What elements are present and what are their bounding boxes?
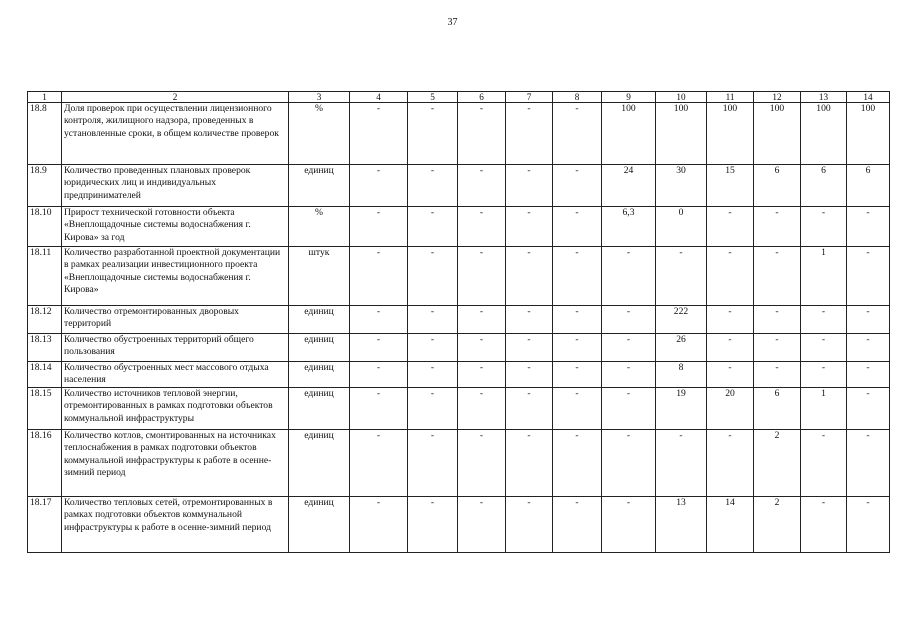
value-cell: - bbox=[408, 388, 458, 430]
value-cell: - bbox=[754, 334, 801, 362]
row-number: 18.10 bbox=[28, 207, 62, 247]
indicator-name: Количество разработанной проектной документации в рамках реализации инвестиционного проекта «Внеплощадочные системы водоснабжения г. Кирова» bbox=[62, 247, 289, 306]
value-cell: - bbox=[602, 334, 656, 362]
unit-cell: единиц bbox=[289, 388, 350, 430]
indicator-name: Количество котлов, смонтированных на источниках теплоснабжения в рамках подготовки объектов коммунальной инфраструктуры к работе в осенне-зимний период bbox=[62, 430, 289, 497]
row-number: 18.9 bbox=[28, 165, 62, 207]
value-cell: - bbox=[350, 207, 408, 247]
value-cell: - bbox=[408, 306, 458, 334]
value-cell: - bbox=[801, 362, 847, 388]
table-row bbox=[28, 207, 890, 247]
value-cell: - bbox=[408, 247, 458, 306]
value-cell: 100 bbox=[656, 103, 707, 165]
value-cell: - bbox=[408, 497, 458, 553]
table-row bbox=[28, 334, 890, 362]
unit-cell: единиц bbox=[289, 430, 350, 497]
value-cell: - bbox=[458, 362, 506, 388]
value-cell: - bbox=[553, 334, 602, 362]
value-cell: - bbox=[408, 207, 458, 247]
value-cell: 6,3 bbox=[602, 207, 656, 247]
value-cell: - bbox=[350, 165, 408, 207]
value-cell: - bbox=[847, 430, 890, 497]
table-row bbox=[28, 362, 890, 388]
value-cell: - bbox=[656, 247, 707, 306]
value-cell: - bbox=[458, 306, 506, 334]
value-cell: - bbox=[847, 306, 890, 334]
value-cell: - bbox=[847, 362, 890, 388]
value-cell: - bbox=[506, 306, 553, 334]
value-cell: - bbox=[707, 362, 754, 388]
indicator-name: Доля проверок при осуществлении лицензионного контроля, жилищного надзора, проведенных в установленные сроки, в общем количестве проверок bbox=[62, 103, 289, 165]
value-cell: - bbox=[553, 306, 602, 334]
value-cell: - bbox=[506, 247, 553, 306]
value-cell: - bbox=[553, 430, 602, 497]
value-cell: - bbox=[801, 207, 847, 247]
value-cell: - bbox=[350, 362, 408, 388]
unit-cell: единиц bbox=[289, 306, 350, 334]
value-cell: 6 bbox=[754, 165, 801, 207]
row-number: 18.13 bbox=[28, 334, 62, 362]
value-cell: - bbox=[801, 334, 847, 362]
table-row bbox=[28, 430, 890, 497]
value-cell: - bbox=[408, 362, 458, 388]
value-cell: - bbox=[408, 103, 458, 165]
value-cell: 0 bbox=[656, 207, 707, 247]
value-cell: - bbox=[506, 165, 553, 207]
value-cell: - bbox=[801, 306, 847, 334]
value-cell: - bbox=[506, 430, 553, 497]
page-number: 37 bbox=[447, 17, 458, 28]
unit-cell: % bbox=[289, 103, 350, 165]
value-cell: - bbox=[506, 362, 553, 388]
value-cell: - bbox=[707, 247, 754, 306]
value-cell: 222 bbox=[656, 306, 707, 334]
value-cell: - bbox=[408, 430, 458, 497]
value-cell: - bbox=[602, 430, 656, 497]
row-number: 18.16 bbox=[28, 430, 62, 497]
unit-cell: единиц bbox=[289, 334, 350, 362]
column-header: 5 bbox=[408, 92, 458, 103]
value-cell: 24 bbox=[602, 165, 656, 207]
value-cell: - bbox=[707, 207, 754, 247]
column-header: 7 bbox=[506, 92, 553, 103]
value-cell: - bbox=[847, 334, 890, 362]
column-header: 4 bbox=[350, 92, 408, 103]
table-row bbox=[28, 247, 890, 306]
value-cell: - bbox=[350, 306, 408, 334]
value-cell: 1 bbox=[801, 388, 847, 430]
unit-cell: штук bbox=[289, 247, 350, 306]
table-row bbox=[28, 388, 890, 430]
table-row bbox=[28, 165, 890, 207]
value-cell: 6 bbox=[801, 165, 847, 207]
row-number: 18.11 bbox=[28, 247, 62, 306]
indicator-name: Количество источников тепловой энергии, отремонтированных в рамках подготовки объектов коммунальной инфраструктуры bbox=[62, 388, 289, 430]
indicator-name: Количество отремонтированных дворовых территорий bbox=[62, 306, 289, 334]
value-cell: - bbox=[506, 497, 553, 553]
indicator-name: Количество проведенных плановых проверок юридических лиц и индивидуальных предпринимателей bbox=[62, 165, 289, 207]
column-header: 11 bbox=[707, 92, 754, 103]
value-cell: - bbox=[801, 430, 847, 497]
value-cell: - bbox=[847, 388, 890, 430]
value-cell: - bbox=[506, 334, 553, 362]
value-cell: 2 bbox=[754, 430, 801, 497]
value-cell: - bbox=[506, 103, 553, 165]
indicator-name: Количество тепловых сетей, отремонтированных в рамках подготовки объектов коммунальной инфраструктуры к работе в осенне-зимний период bbox=[62, 497, 289, 553]
value-cell: - bbox=[707, 334, 754, 362]
column-header: 12 bbox=[754, 92, 801, 103]
value-cell: 26 bbox=[656, 334, 707, 362]
value-cell: 13 bbox=[656, 497, 707, 553]
value-cell: - bbox=[350, 430, 408, 497]
value-cell: 100 bbox=[847, 103, 890, 165]
value-cell: - bbox=[754, 247, 801, 306]
unit-cell: % bbox=[289, 207, 350, 247]
value-cell: - bbox=[707, 306, 754, 334]
value-cell: 15 bbox=[707, 165, 754, 207]
value-cell: - bbox=[707, 430, 754, 497]
value-cell: - bbox=[754, 362, 801, 388]
column-header: 8 bbox=[553, 92, 602, 103]
column-header: 14 bbox=[847, 92, 890, 103]
value-cell: - bbox=[553, 388, 602, 430]
value-cell: - bbox=[350, 247, 408, 306]
value-cell: 100 bbox=[801, 103, 847, 165]
value-cell: 6 bbox=[754, 388, 801, 430]
row-number: 18.17 bbox=[28, 497, 62, 553]
value-cell: - bbox=[458, 430, 506, 497]
indicator-name: Количество обустроенных мест массового отдыха населения bbox=[62, 362, 289, 388]
value-cell: 20 bbox=[707, 388, 754, 430]
value-cell: - bbox=[350, 334, 408, 362]
value-cell: - bbox=[553, 103, 602, 165]
value-cell: - bbox=[847, 247, 890, 306]
value-cell: 8 bbox=[656, 362, 707, 388]
value-cell: - bbox=[408, 165, 458, 207]
value-cell: - bbox=[553, 497, 602, 553]
value-cell: - bbox=[458, 497, 506, 553]
value-cell: - bbox=[458, 207, 506, 247]
value-cell: - bbox=[553, 362, 602, 388]
value-cell: - bbox=[801, 497, 847, 553]
value-cell: 2 bbox=[754, 497, 801, 553]
column-header: 2 bbox=[62, 92, 289, 103]
value-cell: 1 bbox=[801, 247, 847, 306]
value-cell: - bbox=[350, 103, 408, 165]
value-cell: - bbox=[506, 388, 553, 430]
value-cell: - bbox=[350, 388, 408, 430]
row-number: 18.14 bbox=[28, 362, 62, 388]
column-header: 13 bbox=[801, 92, 847, 103]
value-cell: - bbox=[458, 103, 506, 165]
unit-cell: единиц bbox=[289, 165, 350, 207]
value-cell: - bbox=[602, 362, 656, 388]
indicators-table bbox=[27, 91, 890, 553]
value-cell: - bbox=[602, 306, 656, 334]
table-row bbox=[28, 306, 890, 334]
unit-cell: единиц bbox=[289, 497, 350, 553]
row-number: 18.12 bbox=[28, 306, 62, 334]
value-cell: - bbox=[754, 207, 801, 247]
value-cell: 100 bbox=[602, 103, 656, 165]
value-cell: 30 bbox=[656, 165, 707, 207]
value-cell: - bbox=[458, 247, 506, 306]
column-header: 10 bbox=[656, 92, 707, 103]
value-cell: - bbox=[458, 388, 506, 430]
indicator-name: Прирост технической готовности объекта «Внеплощадочные системы водоснабжения г. Кирова» за год bbox=[62, 207, 289, 247]
value-cell: - bbox=[847, 207, 890, 247]
value-cell: - bbox=[602, 388, 656, 430]
value-cell: 100 bbox=[707, 103, 754, 165]
value-cell: - bbox=[408, 334, 458, 362]
value-cell: - bbox=[506, 207, 553, 247]
value-cell: - bbox=[553, 165, 602, 207]
value-cell: - bbox=[754, 306, 801, 334]
table-row bbox=[28, 103, 890, 165]
value-cell: 19 bbox=[656, 388, 707, 430]
table-row bbox=[28, 497, 890, 553]
value-cell: - bbox=[602, 247, 656, 306]
value-cell: 100 bbox=[754, 103, 801, 165]
column-header: 6 bbox=[458, 92, 506, 103]
value-cell: - bbox=[847, 497, 890, 553]
unit-cell: единиц bbox=[289, 362, 350, 388]
table-header-row bbox=[28, 92, 890, 103]
value-cell: - bbox=[458, 334, 506, 362]
value-cell: 6 bbox=[847, 165, 890, 207]
value-cell: - bbox=[458, 165, 506, 207]
value-cell: - bbox=[553, 207, 602, 247]
value-cell: - bbox=[553, 247, 602, 306]
value-cell: - bbox=[350, 497, 408, 553]
row-number: 18.8 bbox=[28, 103, 62, 165]
value-cell: 14 bbox=[707, 497, 754, 553]
column-header: 1 bbox=[28, 92, 62, 103]
column-header: 9 bbox=[602, 92, 656, 103]
row-number: 18.15 bbox=[28, 388, 62, 430]
value-cell: - bbox=[656, 430, 707, 497]
value-cell: - bbox=[602, 497, 656, 553]
indicator-name: Количество обустроенных территорий общего пользования bbox=[62, 334, 289, 362]
column-header: 3 bbox=[289, 92, 350, 103]
